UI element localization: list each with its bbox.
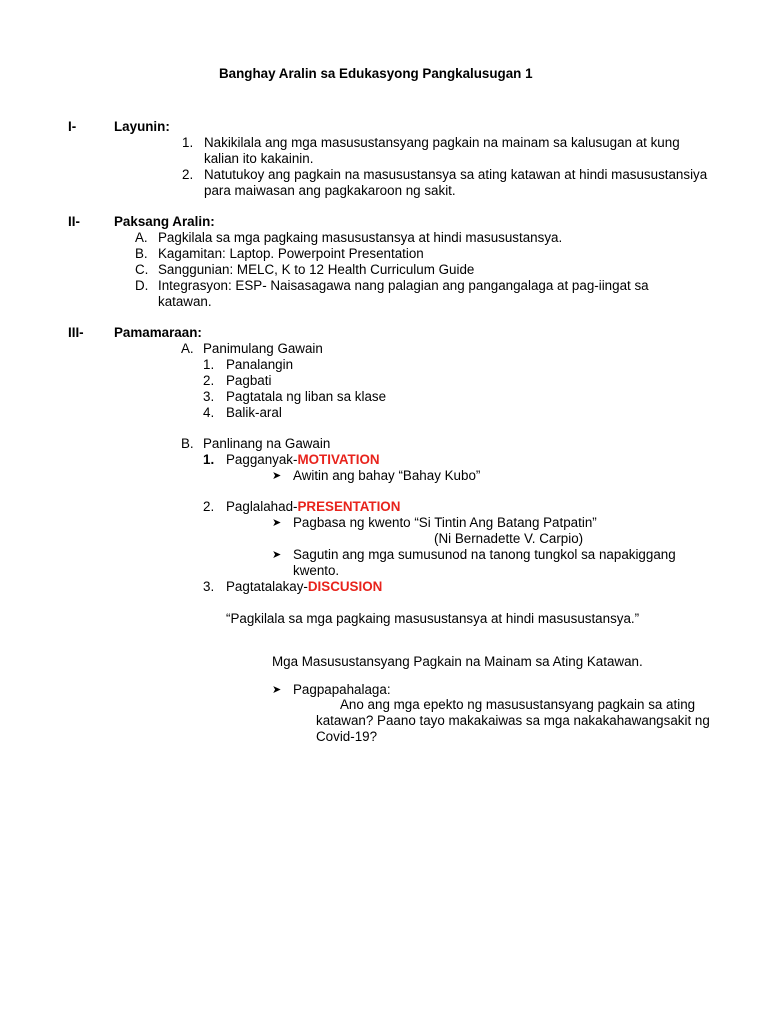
valuing-label: Pagpapahalaga:	[293, 682, 391, 697]
part-b-marker: B.	[181, 436, 194, 451]
discussion-quote: “Pagkilala sa mga pagkaing masusustansya at hindi masusustansya.”	[226, 611, 640, 626]
step-b2-bullet-2-line-2: kwento.	[293, 563, 340, 578]
objective-1-line-2: kalian ito kakainin.	[204, 151, 314, 166]
valuing-line-1: Ano ang mga epekto ng masusustansyang pagkain sa ating	[340, 697, 696, 712]
arrowhead-bullet-icon: ➤	[272, 470, 282, 482]
step-b3-marker: 3.	[203, 579, 215, 594]
step-b1-text: Pagganyak-	[226, 452, 298, 467]
presentation-tag: PRESENTATION	[297, 499, 401, 514]
topic-d-marker: D.	[135, 278, 149, 293]
step-b2-line	[226, 499, 400, 515]
topic-b-marker: B.	[135, 246, 148, 261]
step-b2-bullet-2-line-1: Sagutin ang mga sumusunod na tanong tungkol sa napakiggang	[293, 547, 676, 562]
topic-a-marker: A.	[135, 230, 148, 245]
arrowhead-bullet-icon: ➤	[272, 517, 282, 529]
section-3-number: III-	[68, 325, 84, 340]
topic-a-text: Pagkilala sa mga pagkaing masusustansya at hindi masusustansya.	[158, 230, 563, 245]
step-b2-bullet-1: Pagbasa ng kwento “Si Tintin Ang Batang Patpatin”	[293, 515, 597, 530]
part-a-marker: A.	[181, 341, 194, 356]
step-a4-marker: 4.	[203, 405, 215, 420]
valuing-line-3: Covid-19?	[316, 729, 378, 744]
step-a2-marker: 2.	[203, 373, 215, 388]
valuing-line-2: katawan? Paano tayo makakaiwas sa mga nakakahawangsakit ng	[316, 713, 710, 728]
part-b-label: Panlinang na Gawain	[203, 436, 331, 451]
section-2-heading: Paksang Aralin:	[114, 214, 215, 229]
document-title: Banghay Aralin sa Edukasyong Pangkalusugan 1	[219, 66, 533, 81]
step-a3-text: Pagtatala ng liban sa klase	[226, 389, 387, 404]
objective-1-marker: 1.	[182, 135, 194, 150]
motivation-tag: MOTIVATION	[297, 452, 380, 467]
topic-d-line-1: Integrasyon: ESP- Naisasagawa nang palagian ang pangangalaga at pag-iingat sa	[158, 278, 649, 293]
step-b2-text: Paglalahad-	[226, 499, 298, 514]
step-b3-line	[226, 579, 382, 595]
arrowhead-bullet-icon: ➤	[272, 549, 282, 561]
step-b3-text: Pagtatalakay-	[226, 579, 308, 594]
step-a4-text: Balik-aral	[226, 405, 282, 420]
topic-c-marker: C.	[135, 262, 149, 277]
story-author: (Ni Bernadette V. Carpio)	[434, 531, 584, 546]
step-b1-marker: 1.	[203, 452, 215, 467]
section-3-heading: Pamamaraan:	[114, 325, 202, 340]
step-a2-text: Pagbati	[226, 373, 272, 388]
step-b2-marker: 2.	[203, 499, 215, 514]
objective-2-marker: 2.	[182, 167, 194, 182]
objective-2-line-2: para maiwasan ang pagkakaroon ng sakit.	[204, 183, 456, 198]
arrowhead-bullet-icon: ➤	[272, 684, 282, 696]
section-2-number: II-	[68, 214, 80, 229]
section-1-number: I-	[68, 119, 77, 134]
objective-1-line-1: Nakikilala ang mga masusustansyang pagkain na mainam sa kalusugan at kung	[204, 135, 680, 150]
step-a3-marker: 3.	[203, 389, 215, 404]
topic-b-text: Kagamitan: Laptop. Powerpoint Presentation	[158, 246, 424, 261]
step-a1-text: Panalangin	[226, 357, 294, 372]
step-b1-bullet: Awitin ang bahay “Bahay Kubo”	[293, 468, 481, 483]
part-a-label: Panimulang Gawain	[203, 341, 323, 356]
discussion-subheading: Mga Masusustansyang Pagkain na Mainam sa Ating Katawan.	[272, 654, 643, 669]
section-1-heading: Layunin:	[114, 119, 170, 134]
topic-c-text: Sanggunian: MELC, K to 12 Health Curriculum Guide	[158, 262, 475, 277]
objective-2-line-1: Natutukoy ang pagkain na masusustansya sa ating katawan at hindi masusustansiya	[204, 167, 708, 182]
step-a1-marker: 1.	[203, 357, 215, 372]
discussion-tag: DISCUSION	[307, 579, 383, 594]
step-b1-line	[226, 452, 380, 468]
topic-d-line-2: katawan.	[158, 294, 212, 309]
